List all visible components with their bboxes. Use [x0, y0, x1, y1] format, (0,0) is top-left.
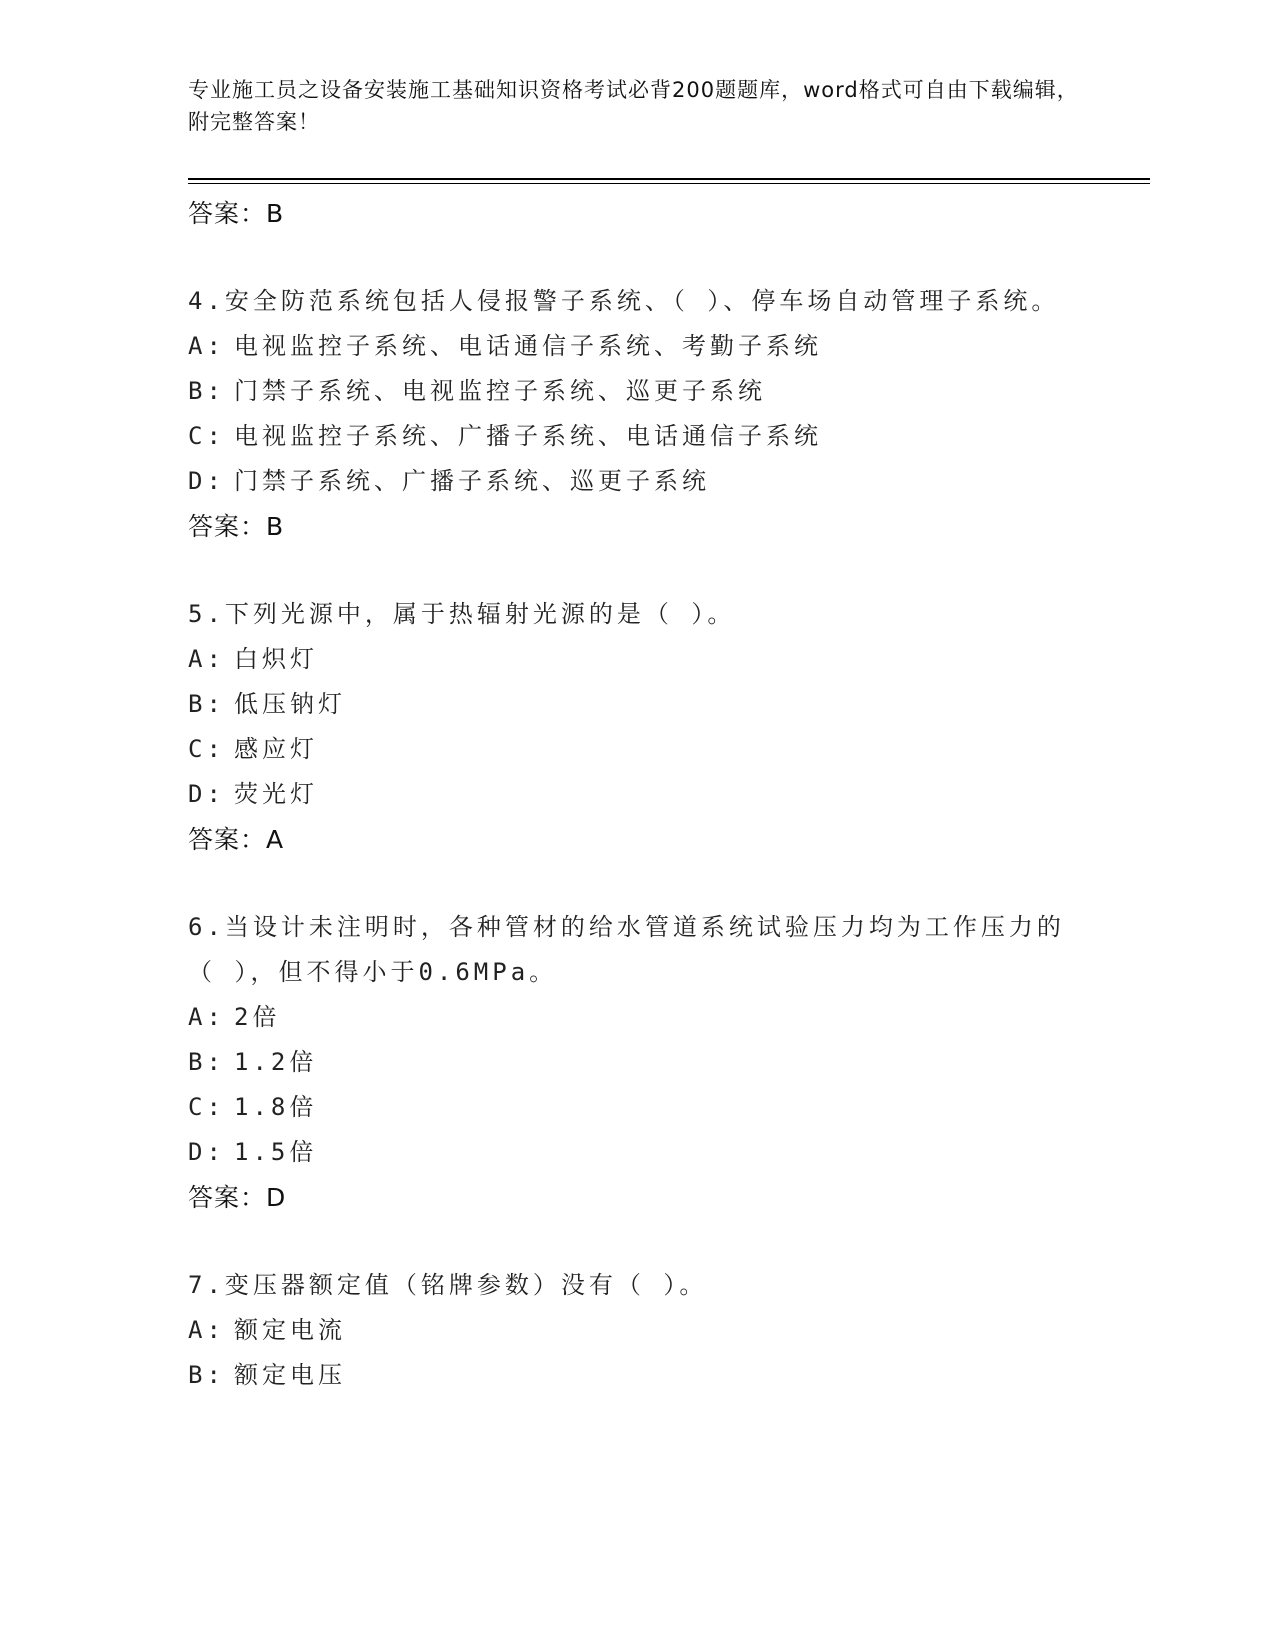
option-b [188, 369, 1088, 414]
option-text: 低压钠灯 [234, 690, 346, 718]
option-a [188, 1308, 1088, 1353]
option-letter: B: [188, 690, 225, 718]
option-b [188, 1353, 1088, 1398]
option-text: 白炽灯 [234, 645, 318, 673]
option-letter: A: [188, 645, 225, 673]
option-text: 荧光灯 [234, 780, 318, 808]
document-header: 专业施工员之设备安装施工基础知识资格考试必背200题题库，word格式可自由下载编辑，附完整答案！ [188, 78, 1079, 134]
option-text: 1.2倍 [234, 1048, 318, 1076]
option-text: 电视监控子系统、广播子系统、电话通信子系统 [234, 422, 822, 450]
answer-line: 答案：A [188, 825, 285, 854]
option-a [188, 324, 1088, 369]
option-d [188, 1130, 1088, 1175]
question-stem: 7.变压器额定值（铭牌参数）没有（ ）。 [188, 1271, 708, 1299]
answer-line: 答案：B [188, 512, 285, 541]
option-letter: B: [188, 1361, 225, 1389]
option-letter: D: [188, 780, 225, 808]
option-letter: A: [188, 332, 225, 360]
option-letter: D: [188, 1138, 225, 1166]
option-letter: B: [188, 377, 225, 405]
option-d [188, 772, 1088, 817]
option-a [188, 637, 1088, 682]
question-stem: 6.当设计未注明时，各种管材的给水管道系统试验压力均为工作压力的（ ），但不得小于0.6MPa。 [188, 913, 1065, 986]
option-letter: A: [188, 1003, 225, 1031]
answer-line: 答案：D [188, 1183, 287, 1212]
option-d [188, 459, 1088, 504]
question-block [188, 1263, 1088, 1398]
question-block [188, 592, 1088, 862]
option-text: 1.5倍 [234, 1138, 318, 1166]
option-text: 额定电压 [234, 1361, 346, 1389]
option-c [188, 1085, 1088, 1130]
option-b [188, 1040, 1088, 1085]
option-letter: C: [188, 422, 225, 450]
option-letter: C: [188, 1093, 225, 1121]
header-rule-thin [188, 183, 1150, 184]
option-letter: A: [188, 1316, 225, 1344]
option-text: 2倍 [234, 1003, 281, 1031]
question-block [188, 905, 1088, 1220]
question-list [188, 191, 1088, 1398]
option-letter: C: [188, 735, 225, 763]
header-rule-thick [188, 178, 1150, 180]
option-b [188, 682, 1088, 727]
option-c [188, 414, 1088, 459]
option-a [188, 995, 1088, 1040]
option-text: 额定电流 [234, 1316, 346, 1344]
option-text: 门禁子系统、电视监控子系统、巡更子系统 [234, 377, 766, 405]
question-stem: 5.下列光源中，属于热辐射光源的是（ ）。 [188, 600, 736, 628]
question-block [188, 279, 1088, 549]
option-text: 门禁子系统、广播子系统、巡更子系统 [234, 467, 710, 495]
option-text: 1.8倍 [234, 1093, 318, 1121]
option-letter: B: [188, 1048, 225, 1076]
previous-answer: 答案：B [188, 199, 285, 228]
option-letter: D: [188, 467, 225, 495]
option-c [188, 727, 1088, 772]
question-stem: 4.安全防范系统包括人侵报警子系统、（ ）、停车场自动管理子系统。 [188, 287, 1060, 315]
option-text: 感应灯 [234, 735, 318, 763]
option-text: 电视监控子系统、电话通信子系统、考勤子系统 [234, 332, 822, 360]
